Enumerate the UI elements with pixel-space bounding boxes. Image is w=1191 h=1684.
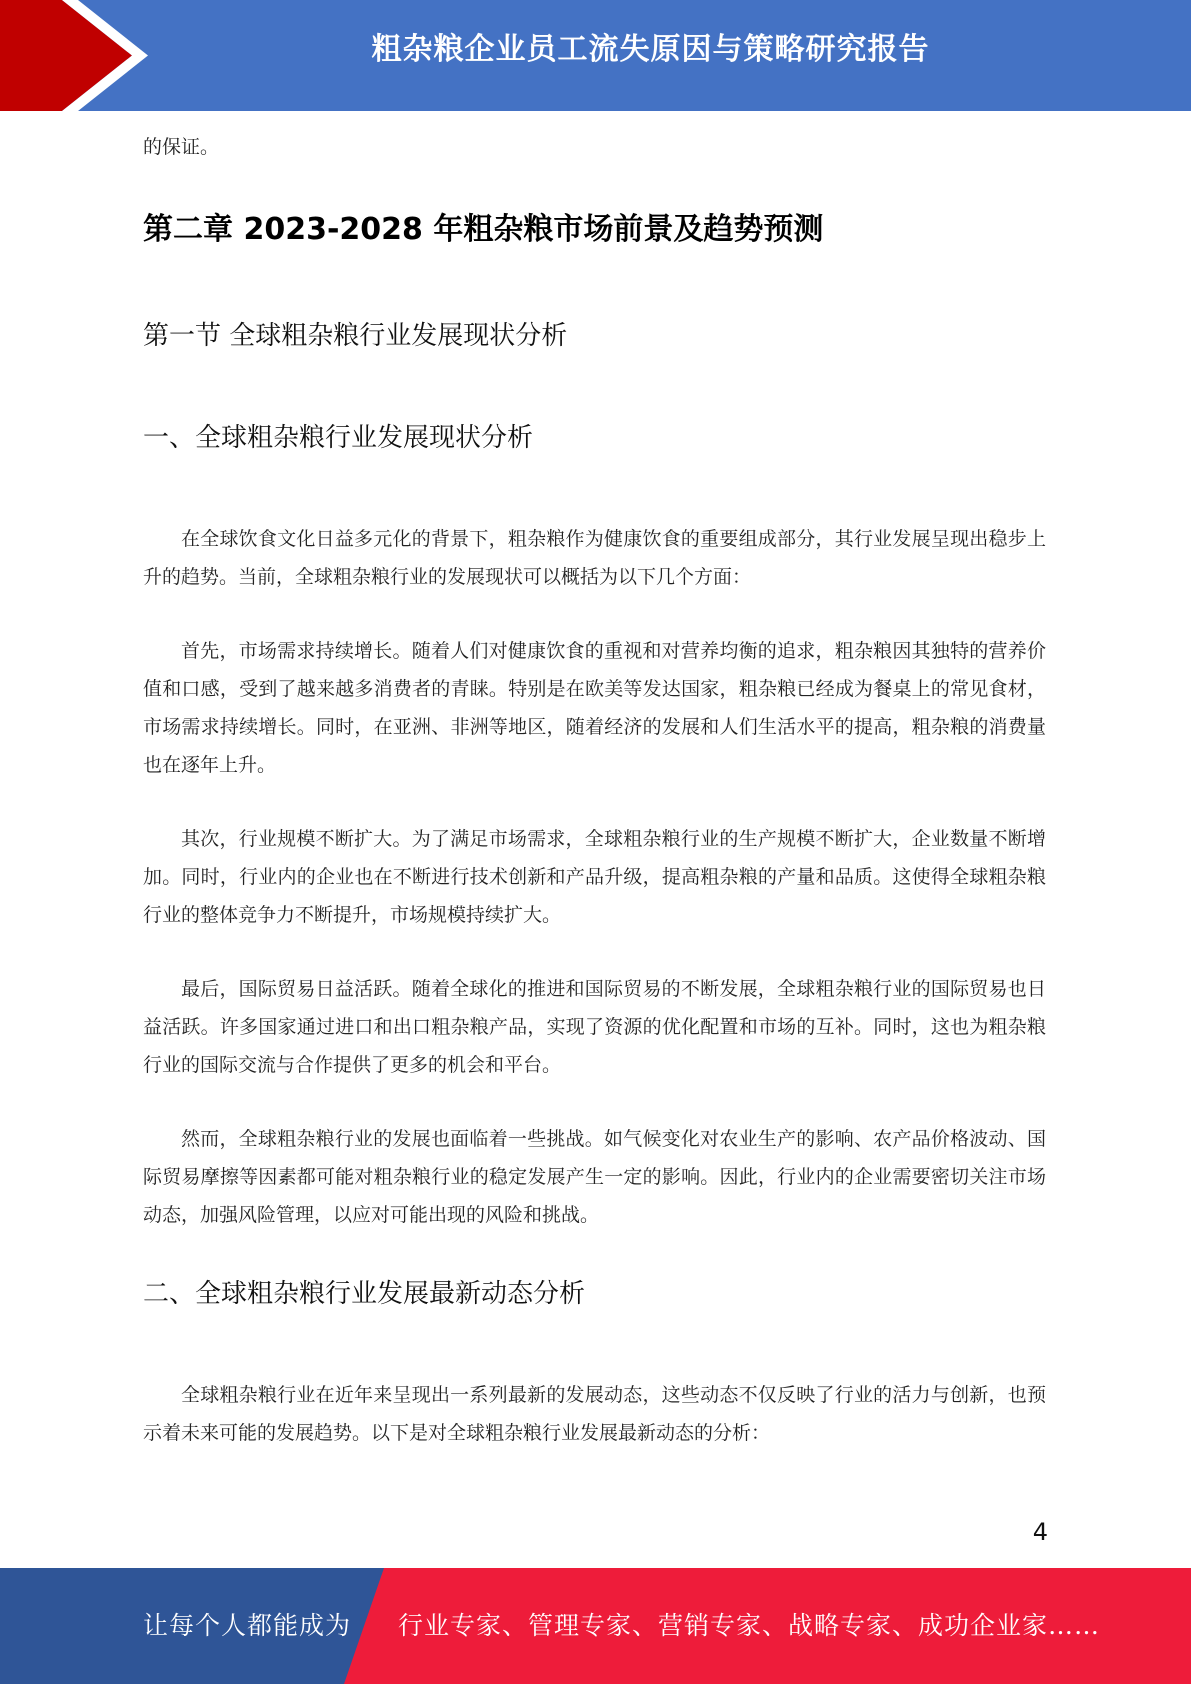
paragraph: 全球粗杂粮行业在近年来呈现出一系列最新的发展动态，这些动态不仅反映了行业的活力与创新，也预示着未来可能的发展趋势。以下是对全球粗杂粮行业发展最新动态的分析： [143, 1384, 1046, 1444]
lead-fragment: 的保证。 [143, 136, 220, 158]
page-footer [0, 1568, 1191, 1684]
document-body [143, 128, 1046, 1452]
footer-slogan-left: 让每个人都能成为 [143, 1611, 352, 1640]
subsection-title-1: 一、全球粗杂粮行业发展现状分析 [143, 423, 534, 453]
paragraph: 其次，行业规模不断扩大。为了满足市场需求，全球粗杂粮行业的生产规模不断扩大，企业数量不断增加。同时，行业内的企业也在不断进行技术创新和产品升级，提高粗杂粮的产量和品质。这使得全球粗杂粮行业的整体竞争力不断提升，市场规模持续扩大。 [143, 828, 1046, 926]
subsection-title-2: 二、全球粗杂粮行业发展最新动态分析 [143, 1279, 586, 1309]
header-arrow-decoration [0, 0, 160, 111]
page-number: 4 [1032, 1518, 1048, 1546]
header-title: 粗杂粮企业员工流失原因与策略研究报告 [371, 32, 930, 67]
paragraph: 然而，全球粗杂粮行业的发展也面临着一些挑战。如气候变化对农业生产的影响、农产品价格波动、国际贸易摩擦等因素都可能对粗杂粮行业的稳定发展产生一定的影响。因此，行业内的企业需要密切关注市场动态，加强风险管理，以应对可能出现的风险和挑战。 [143, 1128, 1046, 1226]
footer-slogan-right: 行业专家、管理专家、营销专家、战略专家、成功企业家…… [398, 1611, 1101, 1640]
paragraph: 最后，国际贸易日益活跃。随着全球化的推进和国际贸易的不断发展，全球粗杂粮行业的国际贸易也日益活跃。许多国家通过进口和出口粗杂粮产品，实现了资源的优化配置和市场的互补。同时，这也为粗杂粮行业的国际交流与合作提供了更多的机会和平台。 [143, 978, 1046, 1076]
paragraph: 在全球饮食文化日益多元化的背景下，粗杂粮作为健康饮食的重要组成部分，其行业发展呈现出稳步上升的趋势。当前，全球粗杂粮行业的发展现状可以概括为以下几个方面： [143, 528, 1046, 588]
section-title: 第一节 全球粗杂粮行业发展现状分析 [143, 321, 568, 351]
chapter-title: 第二章 2023-2028 年粗杂粮市场前景及趋势预测 [143, 212, 824, 247]
page-header [0, 0, 1191, 111]
paragraph: 首先，市场需求持续增长。随着人们对健康饮食的重视和对营养均衡的追求，粗杂粮因其独特的营养价值和口感，受到了越来越多消费者的青睐。特别是在欧美等发达国家，粗杂粮已经成为餐桌上的常见食材，市场需求持续增长。同时，在亚洲、非洲等地区，随着经济的发展和人们生活水平的提高，粗杂粮的消费量也在逐年上升。 [143, 640, 1046, 776]
